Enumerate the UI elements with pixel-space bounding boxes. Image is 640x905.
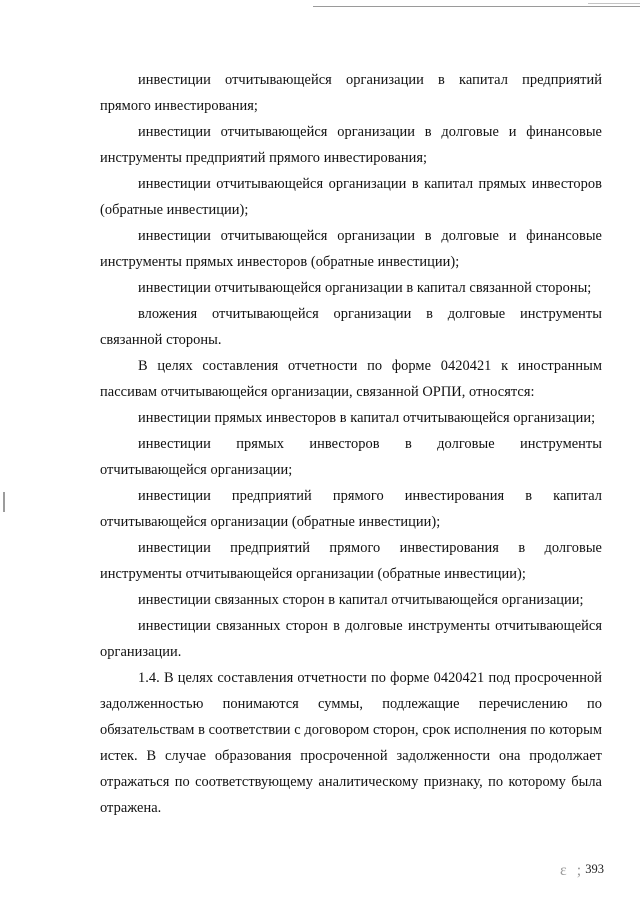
paragraph-1: инвестиции отчитывающейся организации в капитал предприятий прямого инвестирования;	[100, 72, 602, 114]
paragraph-9: инвестиции прямых инвесторов в долговые инструменты отчитывающейся организации;	[100, 436, 602, 478]
paragraph-5: инвестиции отчитывающейся организации в капитал связанной стороны;	[138, 280, 592, 296]
margin-mark	[3, 492, 5, 512]
paragraph-13: инвестиции связанных сторон в долговые инструменты отчитывающейся организации.	[100, 618, 602, 660]
paragraph-4: инвестиции отчитывающейся организации в долговые и финансовые инструменты прямых инвесторов (обратные инвестиции);	[100, 228, 602, 270]
paragraph-12: инвестиции связанных сторон в капитал отчитывающейся организации;	[138, 592, 584, 608]
paragraph-2: инвестиции отчитывающейся организации в долговые и финансовые инструменты предприятий прямого инвестирования;	[100, 124, 602, 166]
page-number: 393	[585, 862, 604, 876]
paragraph-14: 1.4. В целях составления отчетности по форме 0420421 под просроченной задолженностью понимаются суммы, подлежащие перечислению по обязательствам в соответствии с договором сторон, срок исполнения по которым истек. В случае образования просроченной задолженности она продолжает отражаться по соответствующему аналитическому признаку, по которому была отражена.	[100, 670, 602, 816]
paragraph-7: В целях составления отчетности по форме 0420421 к иностранным пассивам отчитывающейся организации, связанной ОРПИ, относятся:	[100, 358, 602, 400]
paragraph-10: инвестиции предприятий прямого инвестирования в капитал отчитывающейся организации (обратные инвестиции);	[100, 488, 602, 530]
paragraph-6: вложения отчитывающейся организации в долговые инструменты связанной стороны.	[100, 306, 602, 348]
stamp-mark: ε ;	[560, 862, 585, 879]
header-rule-short	[588, 3, 640, 4]
paragraph-3: инвестиции отчитывающейся организации в капитал прямых инвесторов (обратные инвестиции);	[100, 176, 602, 218]
paragraph-11: инвестиции предприятий прямого инвестирования в долговые инструменты отчитывающейся организации (обратные инвестиции);	[100, 540, 602, 582]
paragraph-8: инвестиции прямых инвесторов в капитал отчитывающейся организации;	[138, 410, 596, 426]
document-body	[100, 67, 602, 821]
header-rule	[313, 6, 640, 7]
